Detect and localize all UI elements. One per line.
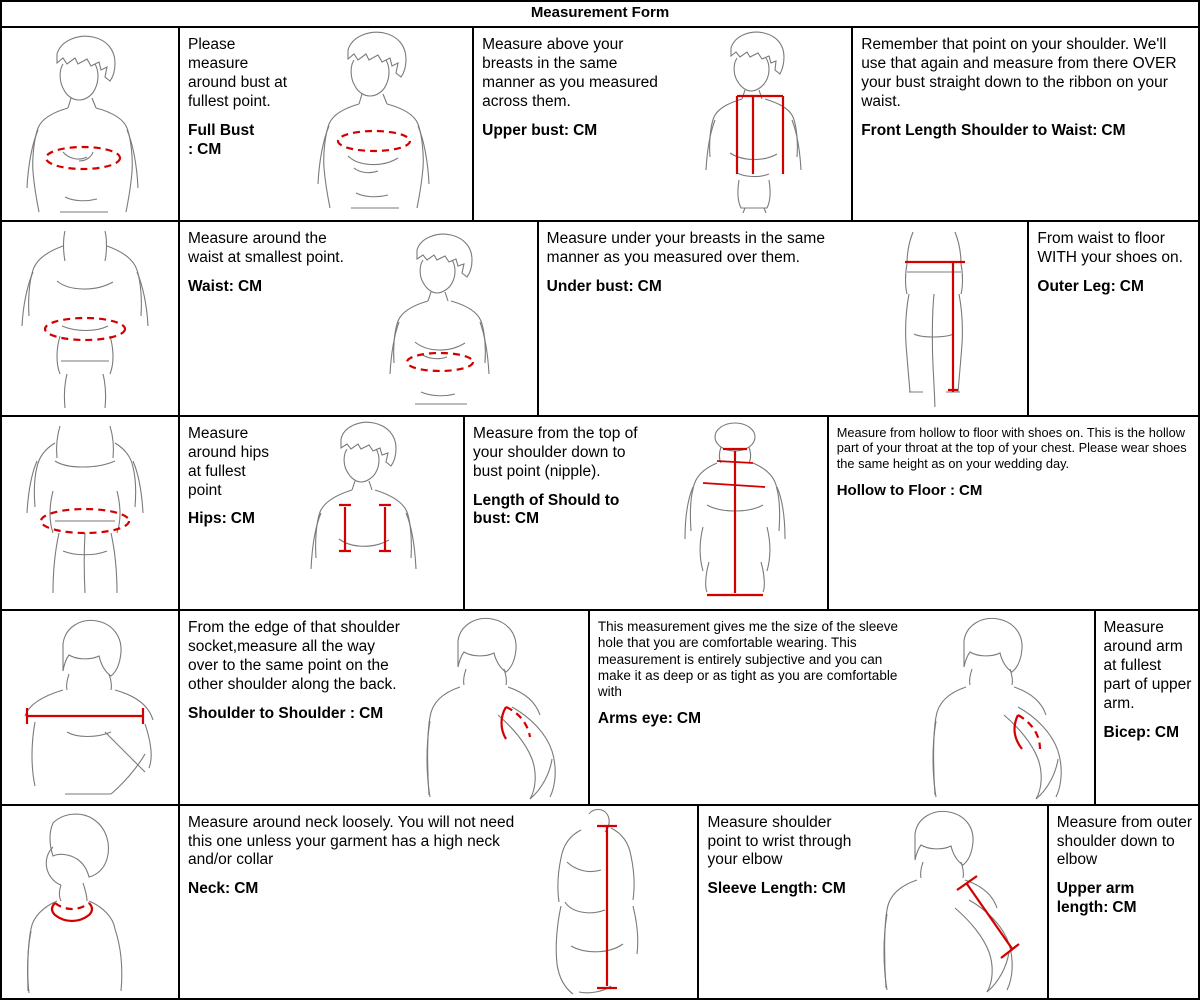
figure-hollow-to-floor <box>651 417 829 609</box>
figure-upper-arm-length <box>871 806 1049 998</box>
cell-text-outer-leg <box>1029 222 1198 414</box>
instruction-text: Measure from the top of your shoulder down to bust point (nipple). <box>473 424 638 480</box>
cell-text-shoulder-to-shoulder <box>180 611 412 803</box>
figure-shoulder-to-bust <box>287 417 465 609</box>
measurement-label: Full Bust : CM <box>188 121 255 158</box>
figure-sleeve-length <box>521 806 699 998</box>
measurement-label: Hips: CM <box>188 510 255 528</box>
cell-text-upper-bust <box>474 28 675 220</box>
instruction-text: From waist to floor WITH your shoes on. <box>1037 230 1183 267</box>
figure-waist <box>2 222 180 414</box>
measurement-label: Outer Leg: CM <box>1037 278 1144 296</box>
measurement-label: Front Length Shoulder to Waist: CM <box>861 121 1126 139</box>
table-row <box>2 611 1198 805</box>
table-row <box>2 28 1198 222</box>
figure-hips <box>2 417 180 609</box>
figure-bicep <box>918 611 1096 803</box>
instruction-text: Measure around neck loosely. You will not need this one unless your garment has a high neck and/or collar <box>188 813 515 869</box>
instruction-text: Measure from hollow to floor with shoes on. This is the hollow part of your throat at the top of your chest. Please wear shoes the same height as on your wedding day. <box>836 424 1187 472</box>
figure-outer-leg <box>851 222 1029 414</box>
measurement-label: Upper arm length: CM <box>1056 880 1137 917</box>
instruction-text: Measure around arm at fullest part of upper arm. <box>1103 619 1192 712</box>
measurement-label: Shoulder to Shoulder : CM <box>188 704 384 722</box>
figure-full-bust <box>2 28 180 220</box>
measurement-label: Under bust: CM <box>546 278 662 296</box>
cell-text-full-bust <box>180 28 296 220</box>
instruction-text: From the edge of that shoulder socket,measure all the way over to the same point on the other shoulder along the back. <box>188 619 400 693</box>
figure-shoulder-to-shoulder <box>2 611 180 803</box>
instruction-text: Please measure around bust at fullest point. <box>188 36 288 110</box>
cell-text-hips <box>180 417 287 609</box>
cell-text-waist <box>180 222 361 414</box>
instruction-text: Measure under your breasts in the same manner as you measured over them. <box>546 230 825 267</box>
instruction-text: Measure from outer shoulder down to elbow <box>1056 813 1192 869</box>
table-row <box>2 222 1198 416</box>
measurement-grid <box>2 28 1198 998</box>
cell-text-hollow-to-floor <box>829 417 1198 609</box>
measurement-label: Upper bust: CM <box>482 121 598 139</box>
figure-neck <box>2 806 180 998</box>
cell-text-upper-arm-length <box>1049 806 1198 998</box>
measurement-label: Sleeve Length: CM <box>707 880 846 898</box>
cell-text-sleeve-length <box>699 806 870 998</box>
table-row <box>2 806 1198 998</box>
figure-upper-bust <box>296 28 474 220</box>
instruction-text: Remember that point on your shoulder. We'll use that again and measure from there OVER your bust straight down to the ribbon on your waist. <box>861 36 1177 110</box>
instruction-text: Measure shoulder point to wrist through your elbow <box>707 813 852 869</box>
cell-text-front-length <box>853 28 1198 220</box>
cell-text-under-bust <box>539 222 852 414</box>
measurement-label: Arms eye: CM <box>597 710 701 728</box>
cell-text-arms-eye <box>590 611 918 803</box>
instruction-text: Measure around the waist at smallest point. <box>188 230 344 267</box>
cell-text-shoulder-to-bust <box>465 417 651 609</box>
measurement-label: Bicep: CM <box>1103 723 1179 741</box>
instruction-text: This measurement gives me the size of the sleeve hole that you are comfortable wearing. This measurement is entirely subjective and you can make it as deep or as tight as you are comfortable with <box>597 619 899 699</box>
instruction-text: Measure above your breasts in the same manner as you measured across them. <box>482 36 658 110</box>
figure-arms-eye <box>412 611 590 803</box>
figure-under-bust <box>361 222 539 414</box>
cell-text-bicep <box>1096 611 1198 803</box>
figure-front-length-shoulder-to-waist <box>675 28 853 220</box>
cell-text-neck <box>180 806 521 998</box>
measurement-label: Length of Should to bust: CM <box>473 491 620 528</box>
table-row <box>2 417 1198 611</box>
page-title: Measurement Form <box>2 2 1198 28</box>
measurement-label: Waist: CM <box>188 278 263 296</box>
instruction-text: Measure around hips at fullest point <box>188 424 270 499</box>
measurement-label: Hollow to Floor : CM <box>836 481 983 499</box>
measurement-label: Neck: CM <box>188 880 259 898</box>
